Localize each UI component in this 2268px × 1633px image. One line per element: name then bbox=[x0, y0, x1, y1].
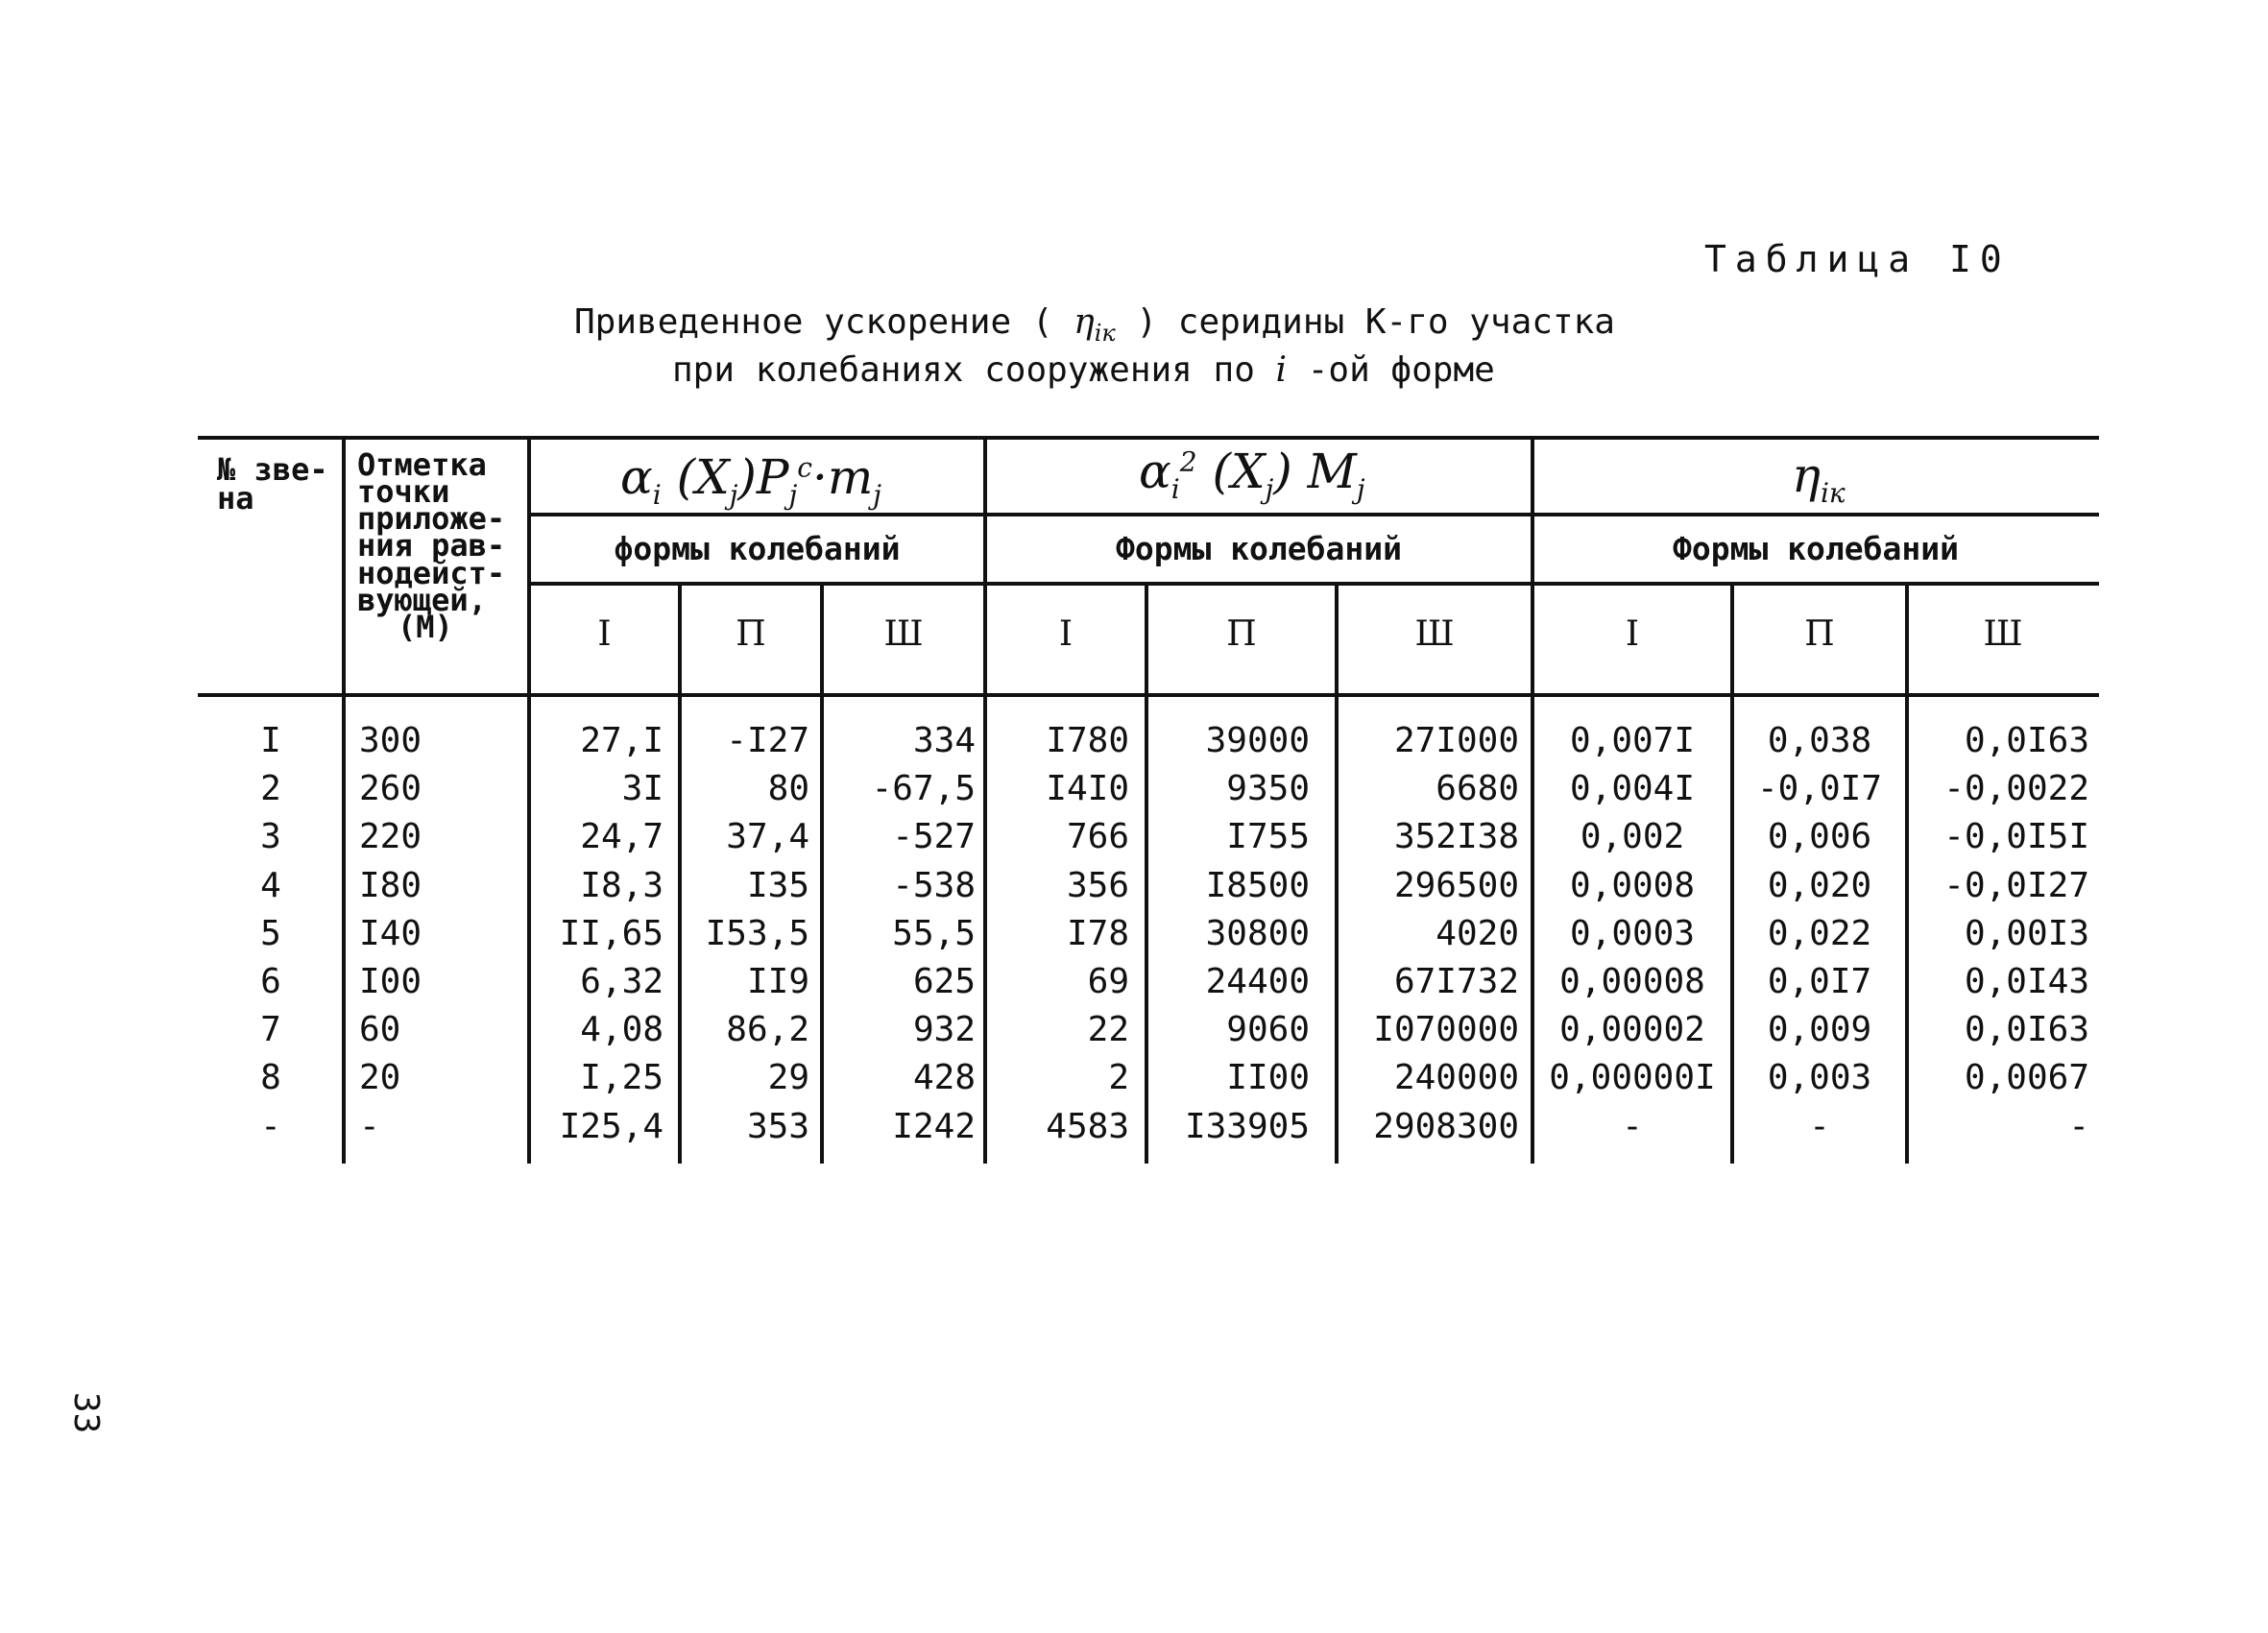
cell-a2: I35 bbox=[746, 865, 809, 905]
header-line: приложе- bbox=[357, 500, 506, 538]
cell-e1: 0,004I bbox=[1569, 769, 1696, 809]
cell-e3: -0,0I5I bbox=[1943, 817, 2089, 857]
cell-e3: 0,00I3 bbox=[1964, 913, 2089, 953]
cell-b1: I4I0 bbox=[1046, 769, 1129, 809]
cell-b1: 2 bbox=[1108, 1058, 1129, 1098]
cell-b3: 27I000 bbox=[1393, 721, 1519, 760]
cell-a2: -I27 bbox=[726, 721, 809, 760]
cell-a3: 428 bbox=[912, 1058, 976, 1098]
cell-n: 3 bbox=[260, 817, 281, 857]
cell-a2: I53,5 bbox=[705, 913, 809, 953]
cell-n: 2 bbox=[260, 769, 281, 809]
cell-a2: 86,2 bbox=[726, 1010, 809, 1050]
cell-mark: I40 bbox=[359, 913, 422, 953]
header-line: № зве- bbox=[217, 451, 328, 488]
cell-b1: I780 bbox=[1046, 721, 1129, 760]
subheader-forms-1: формы колебаний bbox=[614, 530, 901, 567]
table-title-line-2 bbox=[672, 350, 1495, 390]
cell-b2: II00 bbox=[1226, 1058, 1310, 1098]
cell-e2: 0,0I7 bbox=[1767, 962, 1872, 1001]
cell-e2: 0,020 bbox=[1767, 865, 1872, 905]
form-header-3: Ш bbox=[1983, 614, 2023, 654]
cell-e1: 0,00008 bbox=[1559, 962, 1705, 1001]
form-header-2: П bbox=[1226, 614, 1257, 654]
cell-b1: 69 bbox=[1087, 962, 1129, 1001]
title-text-b: ) серидины К-го участка bbox=[1115, 302, 1615, 342]
formula-alpha2-m: $\alpha_i^2$ $(X_j)$ $M_j$ bbox=[1139, 444, 1365, 505]
cell-a3: -527 bbox=[892, 817, 976, 857]
cell-b3: I070000 bbox=[1373, 1010, 1519, 1050]
cell-e3: 0,0I63 bbox=[1964, 721, 2089, 760]
cell-a2: 353 bbox=[746, 1106, 809, 1146]
cell-b3: 67I732 bbox=[1393, 962, 1519, 1001]
cell-a3: 932 bbox=[912, 1010, 976, 1050]
cell-e1: 0,007I bbox=[1569, 721, 1696, 760]
cell-b1: I78 bbox=[1066, 913, 1129, 953]
cell-a3: -67,5 bbox=[871, 769, 976, 809]
cell-b3: 352I38 bbox=[1393, 817, 1519, 857]
cell-b2: I8500 bbox=[1205, 865, 1310, 905]
cell-mark: - bbox=[359, 1106, 380, 1146]
header-line: Отметка bbox=[357, 446, 487, 483]
cell-mark: 20 bbox=[359, 1058, 401, 1098]
header-line: точки bbox=[357, 473, 450, 511]
cell-e2: 0,038 bbox=[1767, 721, 1872, 760]
cell-a1: 3I bbox=[621, 769, 664, 809]
header-line: на bbox=[217, 480, 254, 517]
title-text-d: -ой форме bbox=[1287, 350, 1495, 390]
form-header-3: Ш bbox=[883, 614, 924, 654]
cell-mark: 220 bbox=[359, 817, 422, 857]
cell-e3: 0,0I63 bbox=[1964, 1010, 2089, 1050]
cell-a1: 6,32 bbox=[580, 962, 664, 1001]
cell-mark: I80 bbox=[359, 865, 422, 905]
cell-b1: 356 bbox=[1066, 865, 1129, 905]
cell-e1: 0,002 bbox=[1580, 817, 1685, 857]
form-header-2: П bbox=[1804, 614, 1835, 654]
cell-a1: 24,7 bbox=[580, 817, 664, 857]
cell-a2: 29 bbox=[767, 1058, 809, 1098]
cell-e2: -0,0I7 bbox=[1756, 769, 1883, 809]
page-number: 33 bbox=[66, 1392, 106, 1434]
cell-b2: 9060 bbox=[1226, 1010, 1310, 1050]
cell-n: 5 bbox=[260, 913, 281, 953]
form-header-3: Ш bbox=[1414, 614, 1455, 654]
header-elevation bbox=[357, 446, 506, 645]
formula-alpha-p-m: $\alpha_i$ $(X_j)P_j^c\cdot m_j$ bbox=[620, 449, 881, 511]
cell-a3: 334 bbox=[912, 721, 976, 760]
data-table bbox=[198, 434, 2099, 1173]
table-title-line-1 bbox=[574, 302, 1615, 347]
cell-a1: 4,08 bbox=[580, 1010, 664, 1050]
cell-b2: I33905 bbox=[1184, 1106, 1310, 1146]
form-header-1: I bbox=[1058, 614, 1074, 654]
cell-b2: 9350 bbox=[1226, 769, 1310, 809]
cell-a1: II,65 bbox=[559, 913, 664, 953]
formula-eta: $\eta_{iк}$ bbox=[1792, 447, 1846, 509]
cell-n: 4 bbox=[260, 865, 281, 905]
cell-e3: 0,0067 bbox=[1964, 1058, 2089, 1098]
cell-b2: 24400 bbox=[1205, 962, 1310, 1001]
title-text-c: при колебаниях сооружения по bbox=[672, 350, 1276, 390]
cell-b3: 240000 bbox=[1393, 1058, 1519, 1098]
cell-e3: -0,0022 bbox=[1943, 769, 2089, 809]
cell-a3: I242 bbox=[892, 1106, 976, 1146]
eta-symbol: η bbox=[1074, 302, 1095, 342]
header-line: нодейст- bbox=[357, 554, 506, 591]
cell-a1: 27,I bbox=[580, 721, 664, 760]
cell-a1: I25,4 bbox=[559, 1106, 664, 1146]
cell-e2: 0,006 bbox=[1767, 817, 1872, 857]
cell-b2: 30800 bbox=[1205, 913, 1310, 953]
cell-b1: 22 bbox=[1087, 1010, 1129, 1050]
cell-mark: 260 bbox=[359, 769, 422, 809]
header-link-number bbox=[217, 451, 328, 517]
cell-e2: 0,022 bbox=[1767, 913, 1872, 953]
cell-n: - bbox=[260, 1106, 281, 1146]
table-number-label: Таблица I0 bbox=[1704, 238, 2011, 280]
form-header-1: I bbox=[597, 614, 612, 654]
cell-a2: 80 bbox=[767, 769, 809, 809]
header-line: ния рав- bbox=[357, 527, 506, 564]
cell-a3: 625 bbox=[912, 962, 976, 1001]
cell-n: I bbox=[260, 721, 281, 760]
cell-b2: I755 bbox=[1226, 817, 1310, 857]
cell-n: 6 bbox=[260, 962, 281, 1001]
cell-a3: -538 bbox=[892, 865, 976, 905]
cell-b3: 2908300 bbox=[1373, 1106, 1519, 1146]
cell-b2: 39000 bbox=[1205, 721, 1310, 760]
subheader-forms-2: Формы колебаний bbox=[1115, 530, 1402, 567]
cell-b3: 4020 bbox=[1436, 913, 1519, 953]
subheader-forms-3: Формы колебаний bbox=[1672, 530, 1959, 567]
cell-a3: 55,5 bbox=[892, 913, 976, 953]
cell-e1: 0,00000I bbox=[1549, 1058, 1716, 1098]
cell-e3: 0,0I43 bbox=[1964, 962, 2089, 1001]
cell-b3: 6680 bbox=[1436, 769, 1519, 809]
i-symbol: i bbox=[1275, 350, 1288, 390]
cell-e2: 0,009 bbox=[1767, 1010, 1872, 1050]
eta-subscript: iк bbox=[1094, 320, 1116, 348]
cell-b1: 766 bbox=[1066, 817, 1129, 857]
cell-e3: - bbox=[2068, 1106, 2089, 1146]
cell-e1: 0,0008 bbox=[1569, 865, 1696, 905]
cell-e1: 0,0003 bbox=[1569, 913, 1696, 953]
header-line: (М) bbox=[398, 608, 453, 645]
cell-mark: I00 bbox=[359, 962, 422, 1001]
cell-a2: II9 bbox=[746, 962, 809, 1001]
cell-e1: 0,00002 bbox=[1559, 1010, 1705, 1050]
cell-mark: 60 bbox=[359, 1010, 401, 1050]
form-header-1: I bbox=[1625, 614, 1640, 654]
title-text-a: Приведенное ускорение ( bbox=[574, 302, 1074, 342]
cell-a1: I,25 bbox=[580, 1058, 664, 1098]
cell-e2: - bbox=[1809, 1106, 1830, 1146]
cell-b3: 296500 bbox=[1393, 865, 1519, 905]
cell-n: 8 bbox=[260, 1058, 281, 1098]
cell-e3: -0,0I27 bbox=[1943, 865, 2089, 905]
cell-a2: 37,4 bbox=[726, 817, 809, 857]
cell-n: 7 bbox=[260, 1010, 281, 1050]
cell-mark: 300 bbox=[359, 721, 422, 760]
cell-a1: I8,3 bbox=[580, 865, 664, 905]
cell-b1: 4583 bbox=[1046, 1106, 1129, 1146]
cell-e2: 0,003 bbox=[1767, 1058, 1872, 1098]
form-header-2: П bbox=[736, 614, 766, 654]
header-line: вующей, bbox=[357, 581, 487, 618]
cell-e1: - bbox=[1622, 1106, 1643, 1146]
